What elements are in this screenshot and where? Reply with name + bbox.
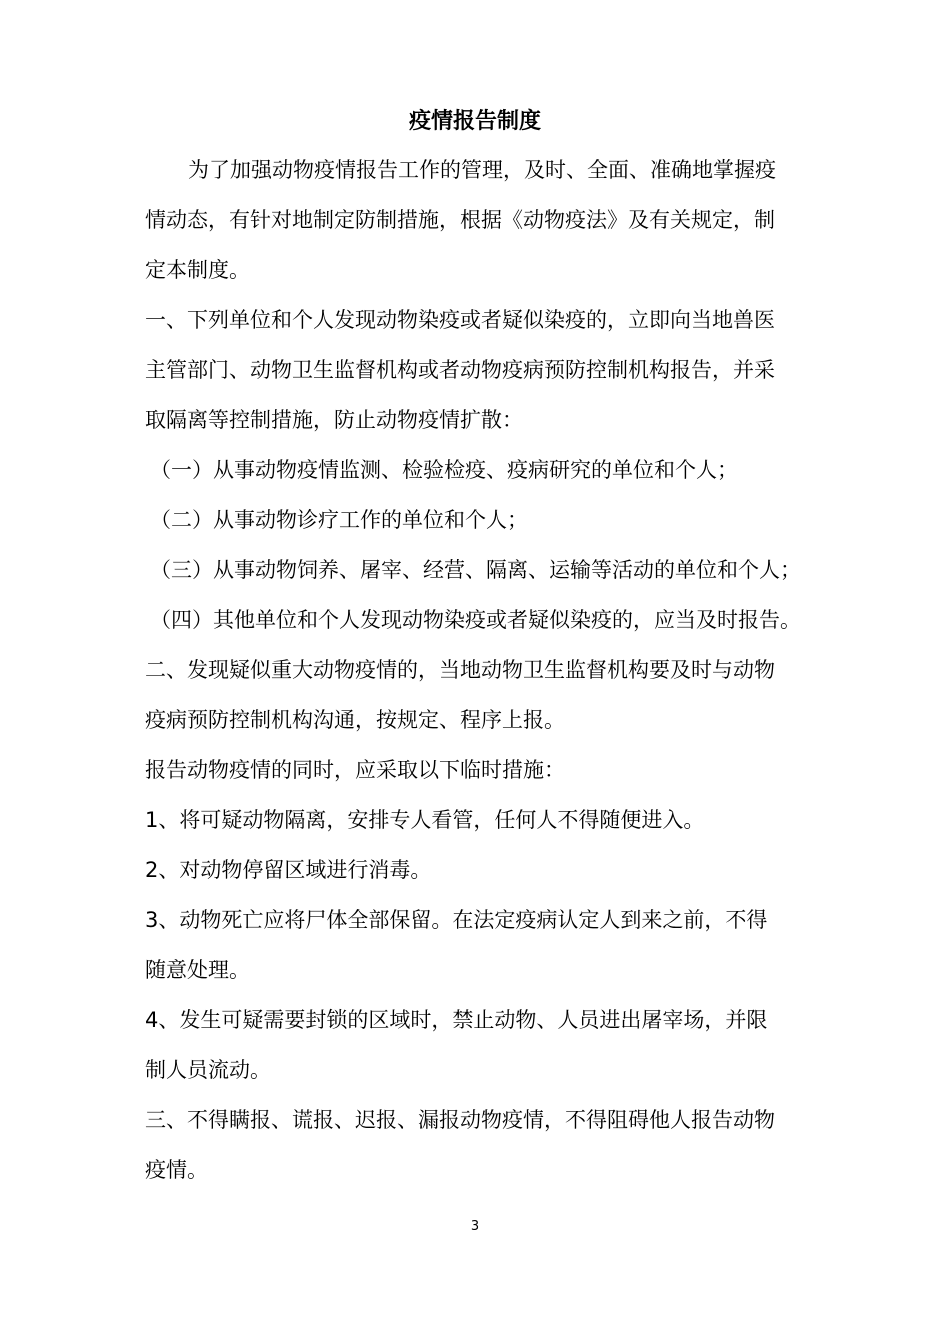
paragraph-line: 一、下列单位和个人发现动物染疫或者疑似染疫的，立即向当地兽医: [145, 308, 775, 332]
paragraph-line: 为了加强动物疫情报告工作的管理，及时、全面、准确地掌握疫: [188, 158, 776, 182]
list-item: 4、发生可疑需要封锁的区域时，禁止动物、人员进出屠宰场，并限: [145, 1008, 768, 1032]
paragraph-line: 情动态，有针对地制定防制措施，根据《动物疫法》及有关规定，制: [145, 208, 775, 232]
paragraph-line: 疫情。: [145, 1158, 208, 1182]
list-item: 2、对动物停留区域进行消毒。: [145, 858, 432, 882]
paragraph-line: 报告动物疫情的同时，应采取以下临时措施：: [145, 758, 565, 782]
paragraph-line: 疫病预防控制机构沟通，按规定、程序上报。: [145, 708, 565, 732]
list-item: 随意处理。: [145, 958, 250, 982]
list-item: 3、动物死亡应将尸体全部保留。在法定疫病认定人到来之前，不得: [145, 908, 768, 932]
document-title: 疫情报告制度: [408, 109, 541, 134]
list-item: 制人员流动。: [145, 1058, 271, 1082]
list-item: （一）从事动物疫情监测、检验检疫、疫病研究的单位和个人；: [150, 458, 738, 482]
list-item: （四）其他单位和个人发现动物染疫或者疑似染疫的，应当及时报告。: [150, 608, 801, 632]
list-item: 1、将可疑动物隔离，安排专人看管，任何人不得随便进入。: [145, 808, 705, 832]
paragraph-line: 三、不得瞒报、谎报、迟报、漏报动物疫情，不得阻碍他人报告动物: [145, 1108, 775, 1132]
paragraph-line: 定本制度。: [145, 258, 250, 282]
list-item: （二）从事动物诊疗工作的单位和个人；: [150, 508, 528, 532]
paragraph-line: 取隔离等控制措施，防止动物疫情扩散：: [145, 408, 523, 432]
page-number: 3: [470, 1219, 480, 1234]
list-item: （三）从事动物饲养、屠宰、经营、隔离、运输等活动的单位和个人；: [150, 558, 801, 582]
paragraph-line: 主管部门、动物卫生监督机构或者动物疫病预防控制机构报告，并采: [145, 358, 775, 382]
paragraph-line: 二、发现疑似重大动物疫情的，当地动物卫生监督机构要及时与动物: [145, 658, 775, 682]
